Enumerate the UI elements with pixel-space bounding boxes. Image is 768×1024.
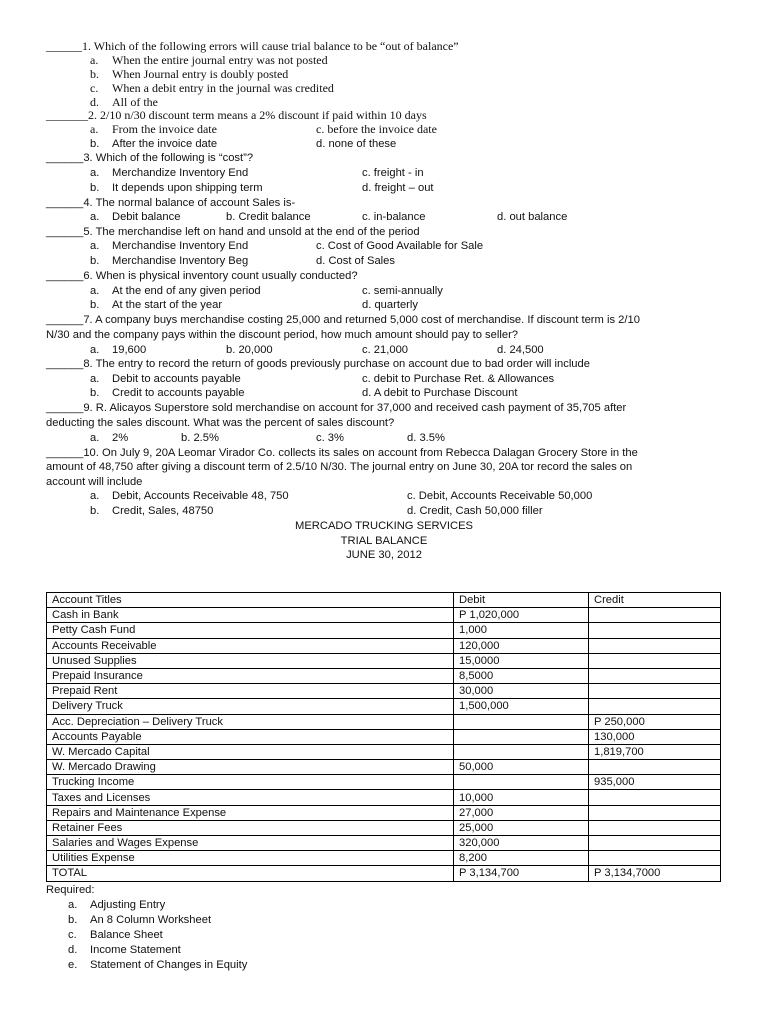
option-letter: a. <box>90 167 100 179</box>
credit-cell <box>589 699 721 714</box>
required-item-text: Adjusting Entry <box>90 899 166 911</box>
table-row <box>47 775 721 790</box>
table-row <box>47 684 721 699</box>
question-2-stem: _______2. 2/10 n/30 discount term means a 2% discount if paid within 10 days <box>46 108 427 122</box>
required-item <box>68 943 181 957</box>
question-5-stem: ______5. The merchandise left on hand and unsold at the end of the period <box>46 226 420 238</box>
question-6-option-d: d. quarterly <box>362 299 418 311</box>
table-row <box>47 744 721 759</box>
account-title-cell: TOTAL <box>47 866 454 881</box>
required-item-letter: b. <box>68 914 78 926</box>
account-title-cell: Acc. Depreciation – Delivery Truck <box>47 714 454 729</box>
question-4-option-b: b. Credit balance <box>226 211 311 223</box>
account-title-cell: Accounts Payable <box>47 729 454 744</box>
option-text: It depends upon shipping term <box>112 182 263 194</box>
option-letter: a. <box>90 53 99 67</box>
question-7-stem-line-2: N/30 and the company pays within the discount period, how much amount should pay to seller? <box>46 329 519 341</box>
credit-cell: 130,000 <box>589 729 721 744</box>
option-letter: a. <box>90 285 100 297</box>
question-6-option-c: c. semi-annually <box>362 285 443 297</box>
option-letter: a. <box>90 490 100 502</box>
question-3-option-b <box>90 181 263 195</box>
account-title-cell: Prepaid Insurance <box>47 668 454 683</box>
debit-cell: 10,000 <box>454 790 589 805</box>
option-text: Debit, Accounts Receivable 48, 750 <box>112 490 289 502</box>
report-date: JUNE 30, 2012 <box>346 549 422 561</box>
required-item <box>68 958 247 972</box>
option-text: When Journal entry is doubly posted <box>112 67 289 81</box>
debit-cell: 8,200 <box>454 851 589 866</box>
question-6-stem: ______6. When is physical inventory count usually conducted? <box>46 270 358 282</box>
table-row <box>47 851 721 866</box>
option-text: From the invoice date <box>112 122 217 136</box>
debit-cell <box>454 714 589 729</box>
table-row <box>47 699 721 714</box>
question-5-option-b <box>90 254 248 268</box>
account-title-cell: Utilities Expense <box>47 851 454 866</box>
credit-cell <box>589 684 721 699</box>
option-letter: b. <box>90 182 100 194</box>
credit-cell <box>589 653 721 668</box>
header-account-titles: Account Titles <box>47 593 454 608</box>
required-item <box>68 898 165 912</box>
account-title-cell: Cash in Bank <box>47 608 454 623</box>
table-row <box>47 608 721 623</box>
required-item-letter: a. <box>68 899 78 911</box>
required-item-letter: d. <box>68 944 78 956</box>
table-row <box>47 638 721 653</box>
question-3-option-c: c. freight - in <box>362 167 424 179</box>
required-item-letter: c. <box>68 929 77 941</box>
option-letter: a. <box>90 344 100 356</box>
required-item <box>68 928 163 942</box>
table-row <box>47 729 721 744</box>
option-text: 19,600 <box>112 344 147 356</box>
question-10-stem-line-3: account will include <box>46 476 143 488</box>
account-title-cell: Retainer Fees <box>47 820 454 835</box>
option-letter: c. <box>90 81 99 95</box>
account-title-cell: Unused Supplies <box>47 653 454 668</box>
table-row <box>47 805 721 820</box>
question-8-option-a <box>90 372 241 386</box>
question-4-option-a <box>90 210 180 224</box>
question-3-stem: ______3. Which of the following is “cost”? <box>46 152 254 164</box>
question-1-option-b <box>90 67 288 81</box>
required-item-text: An 8 Column Worksheet <box>90 914 212 926</box>
question-1-option-d <box>90 95 158 109</box>
question-7-option-a <box>90 343 146 357</box>
credit-cell <box>589 760 721 775</box>
required-item <box>68 913 211 927</box>
account-title-cell: Repairs and Maintenance Expense <box>47 805 454 820</box>
table-row <box>47 760 721 775</box>
question-7-option-d: d. 24,500 <box>497 344 544 356</box>
table-row <box>47 623 721 638</box>
account-title-cell: Salaries and Wages Expense <box>47 836 454 851</box>
option-letter: a. <box>90 122 99 136</box>
question-4-stem: ______4. The normal balance of account Sales is- <box>46 197 296 209</box>
account-title-cell: Trucking Income <box>47 775 454 790</box>
question-8-option-c: c. debit to Purchase Ret. & Allowances <box>362 373 555 385</box>
option-letter: b. <box>90 299 100 311</box>
question-1-stem: ______1. Which of the following errors will cause trial balance to be “out of balance” <box>46 39 459 53</box>
option-letter: a. <box>90 211 100 223</box>
credit-cell <box>589 623 721 638</box>
question-10-option-d: d. Credit, Cash 50,000 filler <box>407 505 543 517</box>
table-row <box>47 790 721 805</box>
credit-cell <box>589 668 721 683</box>
table-row <box>47 653 721 668</box>
question-8-stem: ______8. The entry to record the return of goods previously purchase on account due to bad order will include <box>46 358 590 370</box>
debit-cell: 27,000 <box>454 805 589 820</box>
debit-cell <box>454 775 589 790</box>
credit-cell: P 3,134,7000 <box>589 866 721 881</box>
debit-cell: 15,0000 <box>454 653 589 668</box>
required-item-text: Balance Sheet <box>90 929 163 941</box>
credit-cell <box>589 851 721 866</box>
debit-cell: 8,5000 <box>454 668 589 683</box>
credit-cell <box>589 836 721 851</box>
question-2-option-a <box>90 122 217 136</box>
question-9-option-c: c. 3% <box>316 432 344 444</box>
question-7-option-b: b. 20,000 <box>226 344 273 356</box>
question-10-option-c: c. Debit, Accounts Receivable 50,000 <box>407 490 593 502</box>
trial-balance-body <box>47 593 721 882</box>
debit-cell: 1,500,000 <box>454 699 589 714</box>
question-9-option-d: d. 3.5% <box>407 432 445 444</box>
option-text: All of the <box>112 95 158 109</box>
option-letter: b. <box>90 387 100 399</box>
question-8-option-b <box>90 386 244 400</box>
option-letter: a. <box>90 240 100 252</box>
table-row <box>47 836 721 851</box>
option-letter: a. <box>90 432 100 444</box>
question-9-option-a <box>90 431 128 445</box>
company-name: MERCADO TRUCKING SERVICES <box>295 520 473 532</box>
debit-cell: P 3,134,700 <box>454 866 589 881</box>
question-4-option-c: c. in-balance <box>362 211 426 223</box>
debit-cell: P 1,020,000 <box>454 608 589 623</box>
option-text: Debit balance <box>112 211 181 223</box>
credit-cell: P 250,000 <box>589 714 721 729</box>
question-2-option-c: c. before the invoice date <box>316 122 437 136</box>
table-header-row <box>47 593 721 608</box>
account-title-cell: Prepaid Rent <box>47 684 454 699</box>
option-letter: a. <box>90 373 100 385</box>
account-title-cell: W. Mercado Drawing <box>47 760 454 775</box>
question-10-stem-line-2: amount of 48,750 after giving a discount term of 2.5/10 N/30. The journal entry on June 30, 20A tor record the sales on <box>46 461 633 473</box>
required-item-letter: e. <box>68 959 78 971</box>
option-letter: b. <box>90 67 99 81</box>
question-2-option-b <box>90 137 217 151</box>
debit-cell: 50,000 <box>454 760 589 775</box>
question-10-stem: ______10. On July 9, 20A Leomar Virador Co. collects its sales on account from Rebecca Dalagan Grocery Store in the <box>46 447 638 459</box>
table-row <box>47 714 721 729</box>
option-text: Credit, Sales, 48750 <box>112 505 214 517</box>
option-text: At the end of any given period <box>112 285 261 297</box>
report-title: TRIAL BALANCE <box>340 535 428 547</box>
debit-cell <box>454 744 589 759</box>
option-text: When a debit entry in the journal was credited <box>112 81 334 95</box>
question-3-option-a <box>90 166 248 180</box>
question-10-option-b <box>90 504 213 518</box>
account-title-cell: Taxes and Licenses <box>47 790 454 805</box>
option-text: Credit to accounts payable <box>112 387 245 399</box>
question-6-option-b <box>90 298 222 312</box>
question-6-option-a <box>90 284 261 298</box>
question-9-stem: ______9. R. Alicayos Superstore sold merchandise on account for 37,000 and received cash payment of 35,705 after <box>46 402 627 414</box>
credit-cell: 1,819,700 <box>589 744 721 759</box>
option-text: Debit to accounts payable <box>112 373 241 385</box>
table-row <box>47 668 721 683</box>
question-3-option-d: d. freight – out <box>362 182 434 194</box>
table-row <box>47 820 721 835</box>
question-7-option-c: c. 21,000 <box>362 344 409 356</box>
option-text: When the entire journal entry was not posted <box>112 53 328 67</box>
option-text: After the invoice date <box>112 138 218 150</box>
option-text: Merchandize Inventory End <box>112 167 249 179</box>
question-5-option-c: c. Cost of Good Available for Sale <box>316 240 484 252</box>
question-5-option-a <box>90 239 248 253</box>
question-2-option-d: d. none of these <box>316 138 397 150</box>
account-title-cell: Petty Cash Fund <box>47 623 454 638</box>
credit-cell <box>589 790 721 805</box>
header-debit: Debit <box>454 593 589 608</box>
credit-cell <box>589 820 721 835</box>
option-text: At the start of the year <box>112 299 223 311</box>
question-7-stem: ______7. A company buys merchandise costing 25,000 and returned 5,000 cost of merchandise. If discount term is 2/10 <box>46 314 640 326</box>
question-8-option-d: d. A debit to Purchase Discount <box>362 387 518 399</box>
table-row <box>47 866 721 881</box>
debit-cell: 120,000 <box>454 638 589 653</box>
question-1-option-c <box>90 81 334 95</box>
option-letter: b. <box>90 138 100 150</box>
required-item-text: Income Statement <box>90 944 181 956</box>
required-label: Required: <box>46 884 95 896</box>
credit-cell <box>589 638 721 653</box>
question-9-stem-line-2: deducting the sales discount. What was the percent of sales discount? <box>46 417 395 429</box>
account-title-cell: Delivery Truck <box>47 699 454 714</box>
debit-cell: 320,000 <box>454 836 589 851</box>
trial-balance-table <box>46 592 721 882</box>
account-title-cell: Accounts Receivable <box>47 638 454 653</box>
debit-cell: 1,000 <box>454 623 589 638</box>
question-1-option-a <box>90 53 328 67</box>
debit-cell: 25,000 <box>454 820 589 835</box>
required-item-text: Statement of Changes in Equity <box>90 959 248 971</box>
option-text: Merchandise Inventory End <box>112 240 249 252</box>
credit-cell <box>589 805 721 820</box>
question-4-option-d: d. out balance <box>497 211 568 223</box>
option-text: 2% <box>112 432 129 444</box>
credit-cell: 935,000 <box>589 775 721 790</box>
option-letter: b. <box>90 505 100 517</box>
option-letter: d. <box>90 95 99 109</box>
account-title-cell: W. Mercado Capital <box>47 744 454 759</box>
option-letter: b. <box>90 255 100 267</box>
option-text: Merchandise Inventory Beg <box>112 255 249 267</box>
question-9-option-b: b. 2.5% <box>181 432 219 444</box>
header-credit: Credit <box>589 593 721 608</box>
debit-cell: 30,000 <box>454 684 589 699</box>
question-5-option-d: d. Cost of Sales <box>316 255 395 267</box>
credit-cell <box>589 608 721 623</box>
question-10-option-a <box>90 489 289 503</box>
debit-cell <box>454 729 589 744</box>
